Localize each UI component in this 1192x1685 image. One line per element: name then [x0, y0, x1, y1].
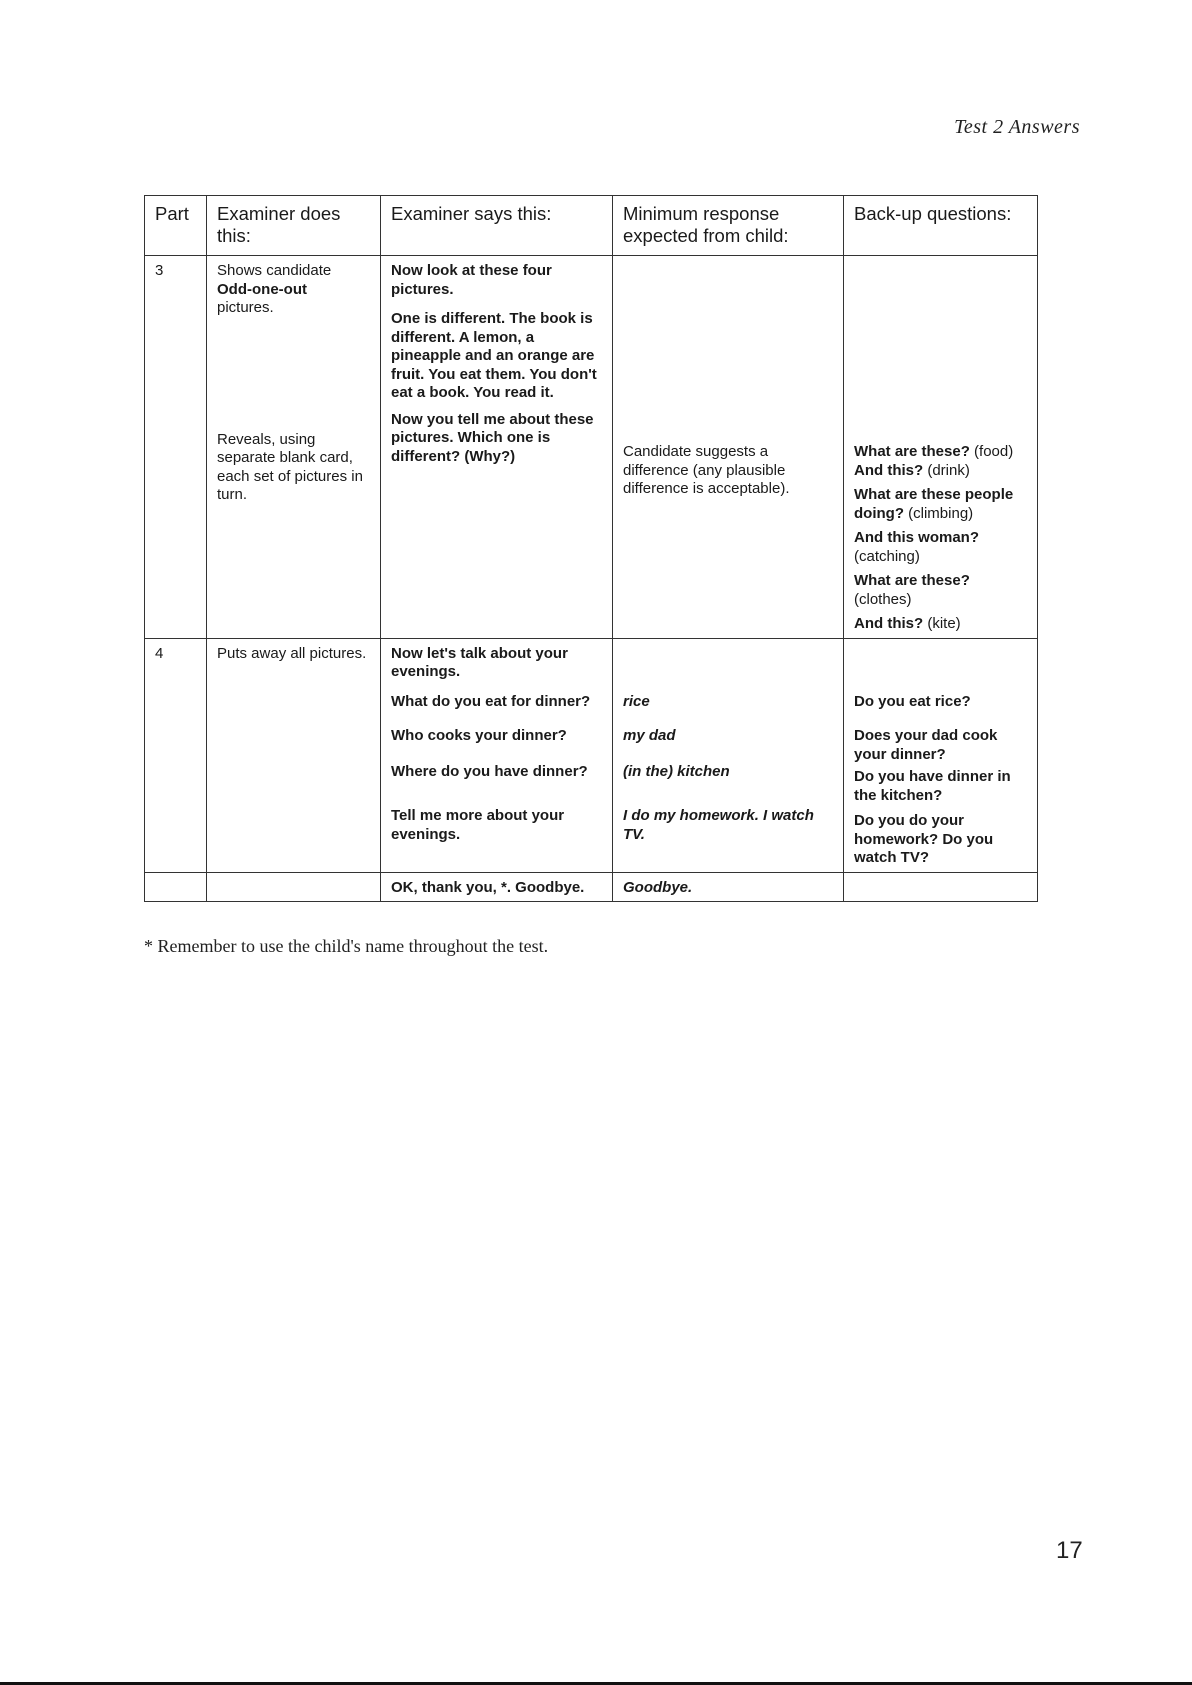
- table-row-part-3: [145, 256, 1038, 639]
- backup-line: And this? (kite): [854, 615, 961, 632]
- examiner-does-cell: Puts away all pictures.: [207, 638, 381, 872]
- says-line: One is different. The book is different. A lemon, a pineapple and an orange are fruit. You eat them. You don't eat a book. You read it.: [391, 310, 597, 401]
- does-text-1: Shows candidate: [217, 262, 332, 279]
- says-line: Now you tell me about these pictures. Which one is different? (Why?): [391, 410, 594, 465]
- backup-line: Do you eat rice?: [854, 692, 971, 710]
- backup-line: Do you do your homework? Do you watch TV?: [854, 812, 994, 866]
- closing-says: OK, thank you, *. Goodbye.: [381, 872, 613, 902]
- part-number: 3: [145, 256, 207, 639]
- does-text-bold: Odd-one-out: [217, 280, 307, 298]
- backup-empty: [844, 872, 1038, 902]
- running-head: Test 2 Answers: [954, 116, 1080, 138]
- table-row-part-4: [145, 638, 1038, 872]
- response-cell: [613, 638, 844, 872]
- says-line: Now look at these four pictures.: [391, 262, 552, 298]
- footnote: * Remember to use the child's name throughout the test.: [144, 936, 549, 956]
- does-text: [217, 262, 370, 318]
- response-line: my dad: [623, 727, 676, 744]
- header-examiner-says: Examiner says this:: [381, 196, 613, 256]
- says-line: Tell me more about your evenings.: [391, 807, 565, 843]
- does-text-reveals: Reveals, using separate blank card, each set of pictures in turn.: [217, 430, 363, 503]
- backup-line: And this woman? (catching): [854, 529, 979, 565]
- says-line: Now let's talk about your evenings.: [391, 644, 568, 680]
- response-cell: [613, 256, 844, 639]
- does-text-2: pictures.: [217, 299, 274, 316]
- header-row: [145, 196, 1038, 256]
- part-number-empty: [145, 872, 207, 902]
- backup-line: What are these? (clothes): [854, 572, 970, 608]
- page-number: 17: [1056, 1537, 1083, 1564]
- examiner-says-cell: [381, 638, 613, 872]
- examiner-says-cell: [381, 256, 613, 639]
- backup-line: What are these people doing? (climbing): [854, 486, 1014, 522]
- closing-response: Goodbye.: [613, 872, 844, 902]
- response-line: rice: [623, 692, 650, 710]
- backup-line: Does your dad cook your dinner?: [854, 727, 998, 763]
- response-line: I do my homework. I watch TV.: [623, 807, 814, 843]
- says-line: What do you eat for dinner?: [391, 692, 591, 710]
- header-part: Part: [145, 196, 207, 256]
- answers-table: [144, 195, 1038, 902]
- table-row-closing: [145, 872, 1038, 902]
- part-number: 4: [145, 638, 207, 872]
- backup-cell: [844, 638, 1038, 872]
- backup-line: Do you have dinner in the kitchen?: [854, 768, 1011, 804]
- examiner-does-empty: [207, 872, 381, 902]
- header-examiner-does: Examiner does this:: [207, 196, 381, 256]
- says-line: Who cooks your dinner?: [391, 727, 567, 744]
- backup-cell: [844, 256, 1038, 639]
- says-line: Where do you have dinner?: [391, 762, 588, 780]
- header-minimum-response: Minimum response expected from child:: [613, 196, 844, 256]
- header-backup-questions: Back-up questions:: [844, 196, 1038, 256]
- response-line: (in the) kitchen: [623, 762, 730, 780]
- response-text: Candidate suggests a difference (any plausible difference is acceptable).: [623, 443, 790, 497]
- backup-line: What are these? (food) And this? (drink): [854, 443, 1014, 479]
- examiner-does-cell: [207, 256, 381, 639]
